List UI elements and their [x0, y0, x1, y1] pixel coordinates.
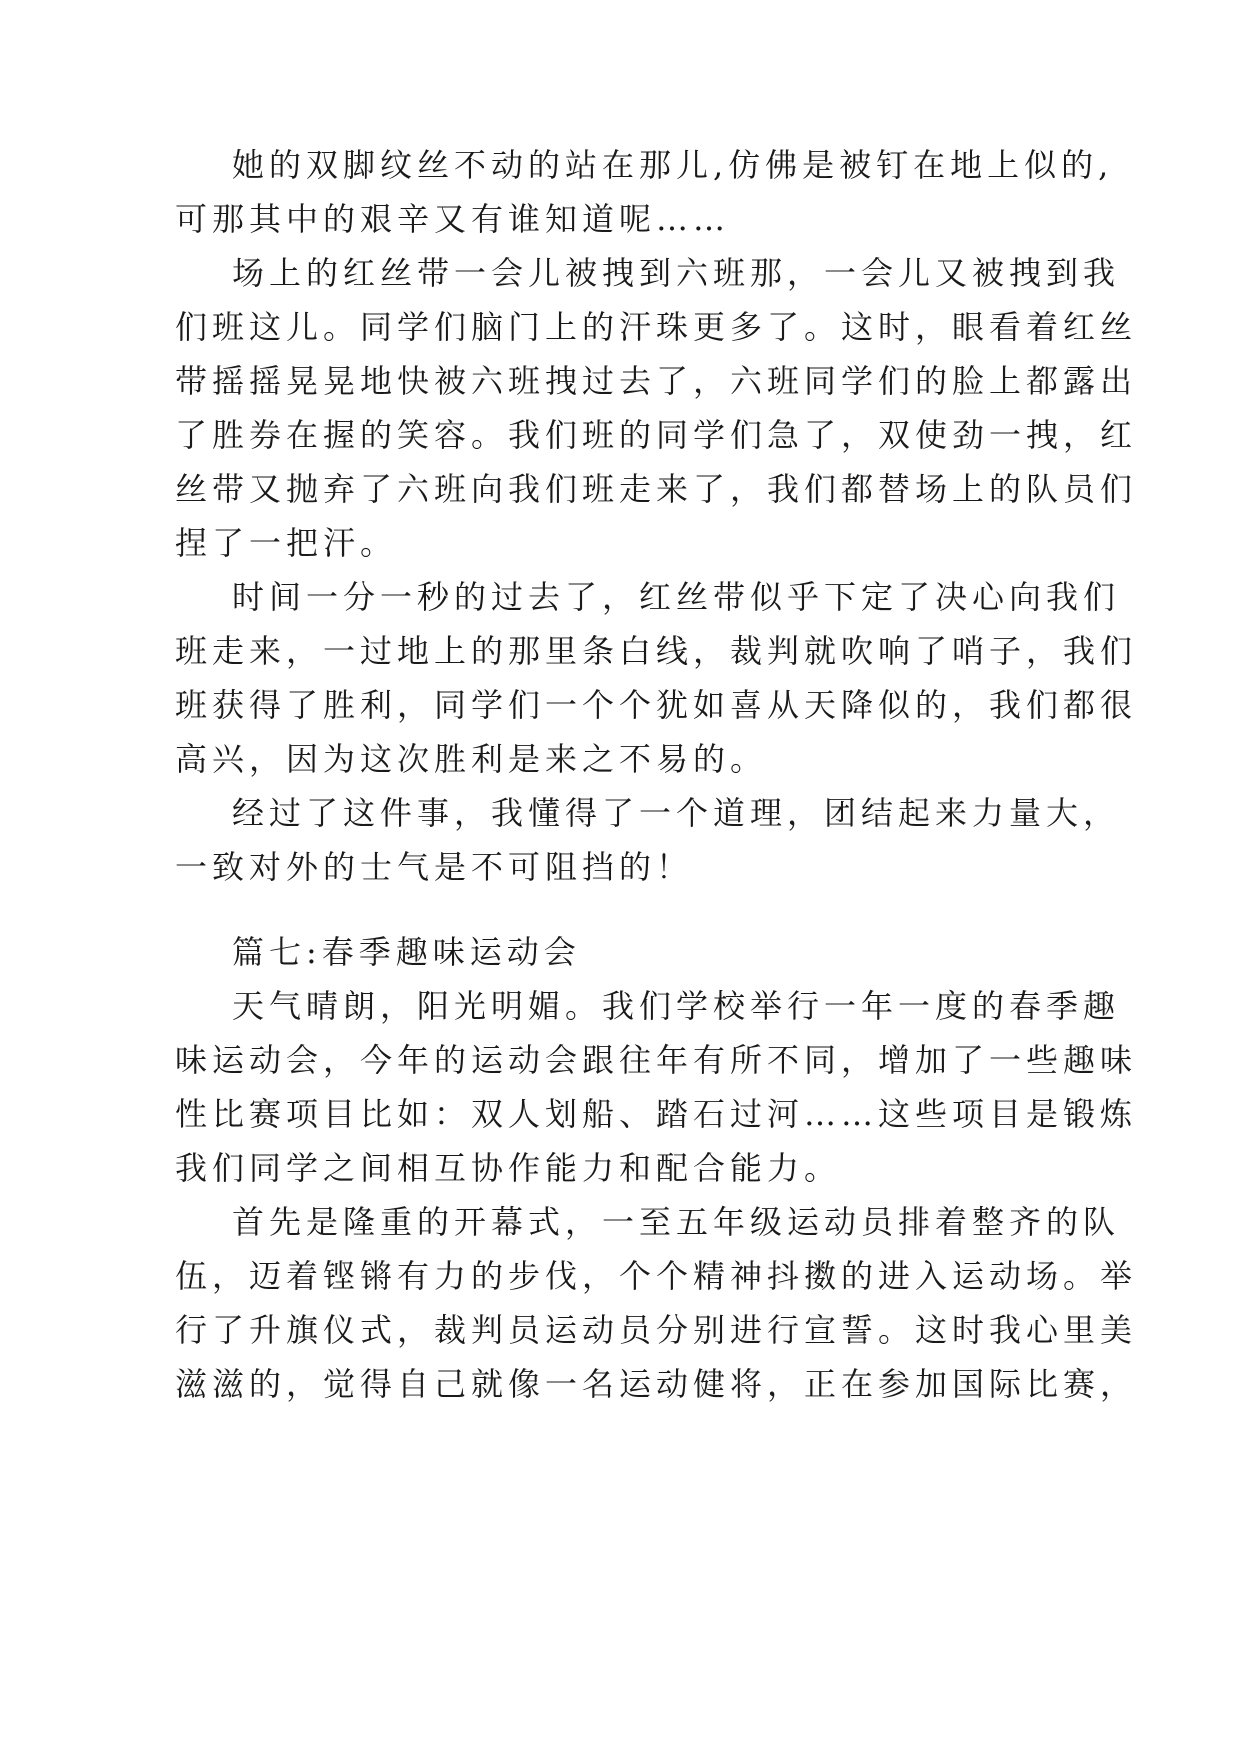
text-line: 班获得了胜利，同学们一个个犹如喜从天降似的，我们都很	[175, 686, 1138, 724]
text-line: 经过了这件事，我懂得了一个道理，团结起来力量大，	[232, 794, 1121, 832]
text-line: 伍，迈着铿锵有力的步伐，个个精神抖擞的进入运动场。举	[175, 1257, 1138, 1295]
text-line: 捏了一把汗。	[175, 524, 398, 562]
text-line: 滋滋的，觉得自己就像一名运动健将，正在参加国际比赛，	[175, 1365, 1138, 1403]
text-line: 我们同学之间相互协作能力和配合能力。	[175, 1149, 842, 1187]
text-line: 带摇摇晃晃地快被六班拽过去了，六班同学们的脸上都露出	[175, 362, 1138, 400]
text-line: 首先是隆重的开幕式，一至五年级运动员排着整齐的队	[232, 1203, 1121, 1241]
text-line: 场上的红丝带一会儿被拽到六班那，一会儿又被拽到我	[232, 254, 1121, 292]
text-line: 性比赛项目比如：双人划船、踏石过河……这些项目是锻炼	[175, 1095, 1138, 1133]
text-line: 可那其中的艰辛又有谁知道呢……	[175, 200, 731, 238]
text-line: 了胜券在握的笑容。我们班的同学们急了，双使劲一拽，红	[175, 416, 1138, 454]
text-line: 们班这儿。同学们脑门上的汗珠更多了。这时，眼看着红丝	[175, 308, 1138, 346]
text-line: 高兴，因为这次胜利是来之不易的。	[175, 740, 768, 778]
text-line: 她的双脚纹丝不动的站在那儿,仿佛是被钉在地上似的,	[232, 146, 1114, 184]
text-line: 时间一分一秒的过去了，红丝带似乎下定了决心向我们	[232, 578, 1121, 616]
text-line: 班走来，一过地上的那里条白线，裁判就吹响了哨子，我们	[175, 632, 1138, 670]
text-line: 一致对外的士气是不可阻挡的！	[175, 848, 694, 886]
section-heading: 篇七:春季趣味运动会	[232, 933, 581, 971]
text-line: 天气晴朗，阳光明媚。我们学校举行一年一度的春季趣	[232, 987, 1121, 1025]
text-line: 行了升旗仪式，裁判员运动员分别进行宣誓。这时我心里美	[175, 1311, 1138, 1349]
text-line: 味运动会，今年的运动会跟往年有所不同，增加了一些趣味	[175, 1041, 1138, 1079]
text-line: 丝带又抛弃了六班向我们班走来了，我们都替场上的队员们	[175, 470, 1138, 508]
